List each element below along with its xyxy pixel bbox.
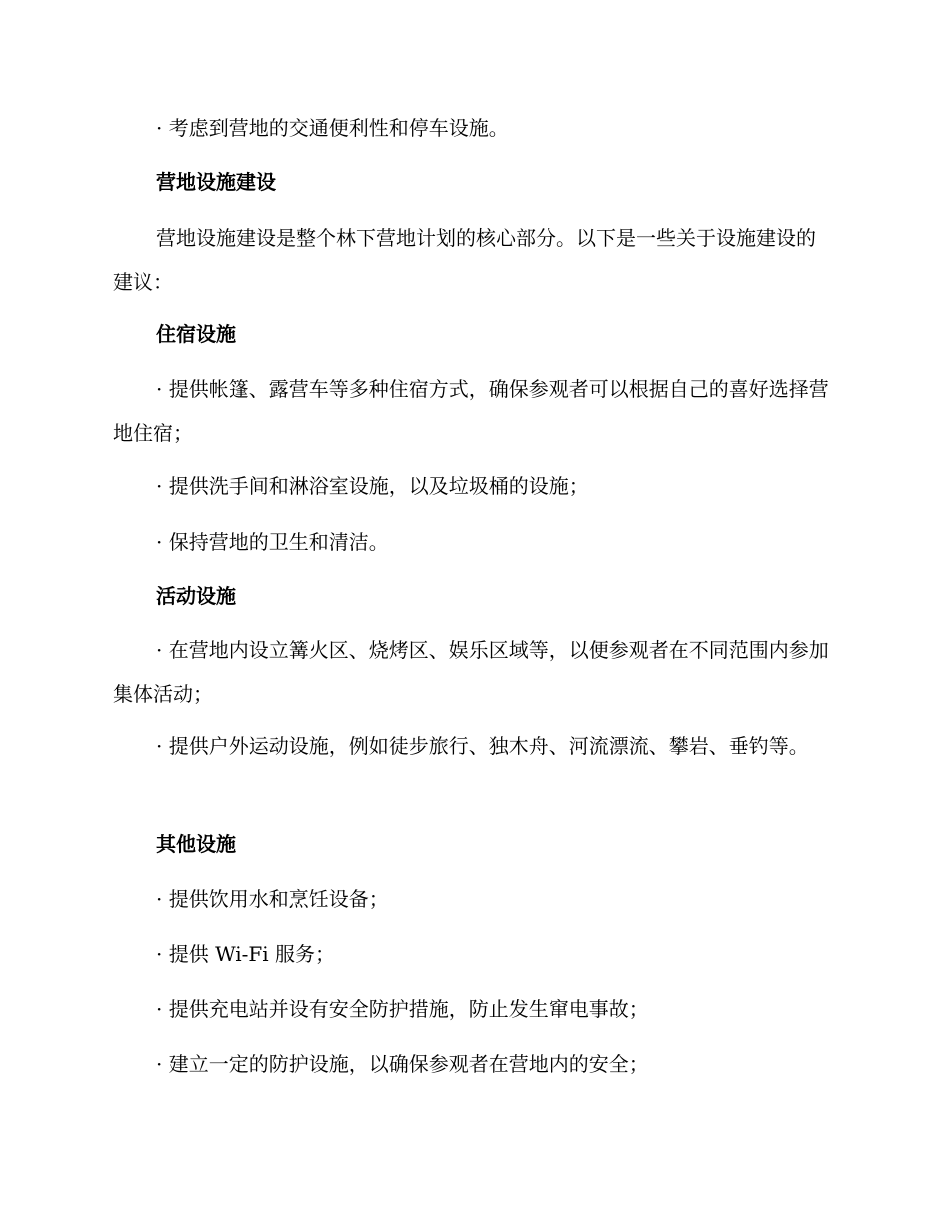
bullet-item: · 提供洗手间和淋浴室设施，以及垃圾桶的设施； — [156, 474, 589, 498]
subsection-heading: 住宿设施 — [156, 322, 236, 346]
bullet-item: · 提供充电站并设有安全防护措施，防止发生窜电事故； — [156, 997, 649, 1021]
subsection-heading: 其他设施 — [156, 832, 236, 856]
bullet-item: · 建立一定的防护设施，以确保参观者在营地内的安全； — [156, 1052, 649, 1076]
bullet-item: · 提供 Wi-Fi 服务； — [156, 942, 336, 966]
bullet-item: · 提供帐篷、露营车等多种住宿方式，确保参观者可以根据自己的喜好选择营地住宿； — [113, 377, 829, 445]
section-heading: 营地设施建设 — [156, 170, 276, 194]
body-paragraph: 营地设施建设是整个林下营地计划的核心部分。以下是一些关于设施建设的建议： — [113, 226, 816, 294]
bullet-item: · 提供户外运动设施，例如徒步旅行、独木舟、河流漂流、攀岩、垂钓等。 — [156, 734, 809, 758]
bullet-item: · 在营地内设立篝火区、烧烤区、娱乐区域等，以便参观者在不同范围内参加集体活动； — [113, 638, 829, 706]
subsection-heading: 活动设施 — [156, 584, 236, 608]
bullet-item: · 提供饮用水和烹饪设备； — [156, 887, 389, 911]
bullet-item: · 保持营地的卫生和清洁。 — [156, 530, 389, 554]
bullet-item: · 考虑到营地的交通便利性和停车设施。 — [156, 116, 509, 140]
